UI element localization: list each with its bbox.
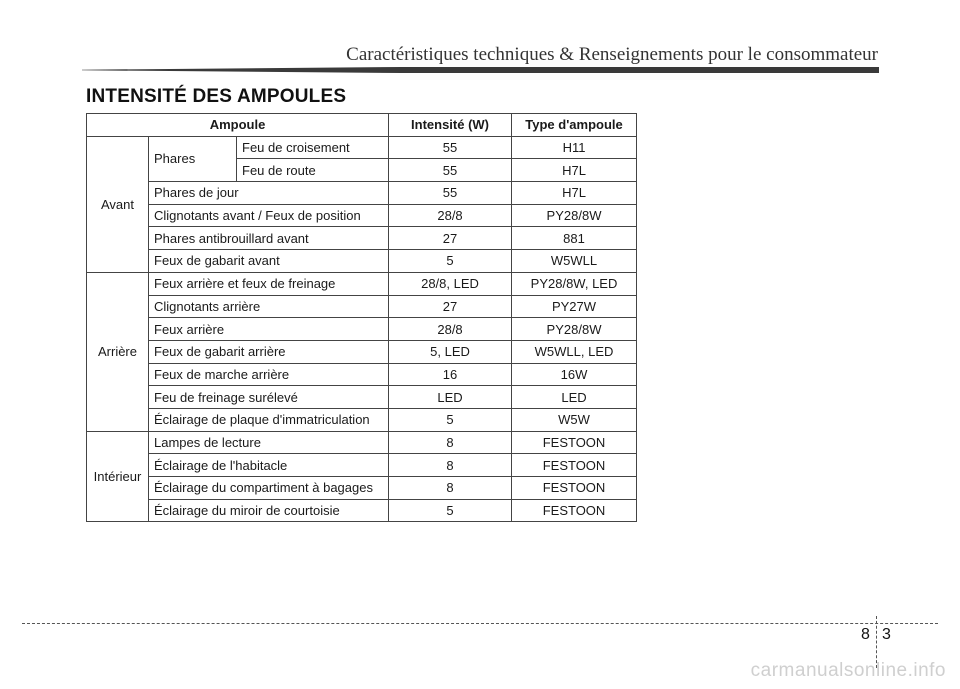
bulb-watt: 55	[389, 159, 512, 182]
bulb-watt: 28/8, LED	[389, 272, 512, 295]
table-row	[87, 363, 637, 386]
bulb-name: Éclairage de plaque d'immatriculation	[149, 408, 389, 431]
bulb-name: Phares antibrouillard avant	[149, 227, 389, 250]
bulb-type: 881	[512, 227, 637, 250]
bulb-type: PY27W	[512, 295, 637, 318]
bulb-type: H11	[512, 136, 637, 159]
table-row	[87, 340, 637, 363]
bulb-type: H7L	[512, 182, 637, 205]
bulb-type: FESTOON	[512, 454, 637, 477]
bulb-watt: 28/8	[389, 318, 512, 341]
bulb-name: Feux de gabarit arrière	[149, 340, 389, 363]
header-rule	[82, 67, 879, 73]
bulb-wattage-table	[86, 113, 637, 522]
bulb-watt: 5	[389, 408, 512, 431]
bulb-watt: 5	[389, 499, 512, 522]
bulb-name: Feu de route	[237, 159, 389, 182]
bulb-watt: 8	[389, 454, 512, 477]
bulb-type: PY28/8W	[512, 318, 637, 341]
table-header-row	[87, 114, 637, 137]
group-label-arriere: Arrière	[87, 272, 149, 431]
table-row	[87, 272, 637, 295]
column-header-ampoule: Ampoule	[87, 114, 389, 137]
bulb-name: Clignotants avant / Feux de position	[149, 204, 389, 227]
table-row	[87, 204, 637, 227]
bulb-type: W5WLL, LED	[512, 340, 637, 363]
bulb-type: FESTOON	[512, 499, 637, 522]
bulb-name: Feux de marche arrière	[149, 363, 389, 386]
table-row	[87, 499, 637, 522]
group-label-avant: Avant	[87, 136, 149, 272]
bulb-watt: 55	[389, 182, 512, 205]
bulb-watt: 5, LED	[389, 340, 512, 363]
bulb-name: Éclairage du compartiment à bagages	[149, 477, 389, 500]
table-row	[87, 454, 637, 477]
bulb-type: LED	[512, 386, 637, 409]
watermark: carmanualsonline.info	[750, 660, 946, 681]
bulb-name: Clignotants arrière	[149, 295, 389, 318]
section-title: INTENSITÉ DES AMPOULES	[86, 86, 347, 107]
table-row	[87, 295, 637, 318]
footer-dashed-rule	[22, 623, 938, 624]
bulb-type: 16W	[512, 363, 637, 386]
bulb-type: W5WLL	[512, 250, 637, 273]
bulb-watt: 27	[389, 295, 512, 318]
bulb-name: Éclairage du miroir de courtoisie	[149, 499, 389, 522]
bulb-watt: 55	[389, 136, 512, 159]
bulb-watt: 28/8	[389, 204, 512, 227]
column-header-intensite: Intensité (W)	[389, 114, 512, 137]
table-row	[87, 386, 637, 409]
bulb-name: Feu de freinage surélevé	[149, 386, 389, 409]
bulb-watt: 8	[389, 477, 512, 500]
table-row	[87, 250, 637, 273]
bulb-type: FESTOON	[512, 431, 637, 454]
bulb-type: PY28/8W	[512, 204, 637, 227]
bulb-name: Lampes de lecture	[149, 431, 389, 454]
table-row	[87, 477, 637, 500]
chapter-number: 8	[861, 626, 870, 643]
column-header-type: Type d'ampoule	[512, 114, 637, 137]
bulb-type: PY28/8W, LED	[512, 272, 637, 295]
bulb-watt: 27	[389, 227, 512, 250]
bulb-name: Éclairage de l'habitacle	[149, 454, 389, 477]
bulb-name: Feux arrière et feux de freinage	[149, 272, 389, 295]
table-row	[87, 431, 637, 454]
table-row	[87, 408, 637, 431]
bulb-name: Feu de croisement	[237, 136, 389, 159]
bulb-watt: 5	[389, 250, 512, 273]
bulb-name: Feux de gabarit avant	[149, 250, 389, 273]
table-row	[87, 318, 637, 341]
running-header: Caractéristiques techniques & Renseignements pour le consommateur	[346, 44, 878, 65]
subgroup-label-phares: Phares	[149, 136, 237, 181]
page-number: 3	[882, 626, 891, 643]
bulb-type: FESTOON	[512, 477, 637, 500]
bulb-type: W5W	[512, 408, 637, 431]
group-label-interieur: Intérieur	[87, 431, 149, 522]
bulb-type: H7L	[512, 159, 637, 182]
bulb-name: Feux arrière	[149, 318, 389, 341]
table-row	[87, 227, 637, 250]
table-row	[87, 136, 637, 159]
bulb-watt: 8	[389, 431, 512, 454]
bulb-name: Phares de jour	[149, 182, 389, 205]
table-row	[87, 182, 637, 205]
bulb-watt: LED	[389, 386, 512, 409]
bulb-watt: 16	[389, 363, 512, 386]
